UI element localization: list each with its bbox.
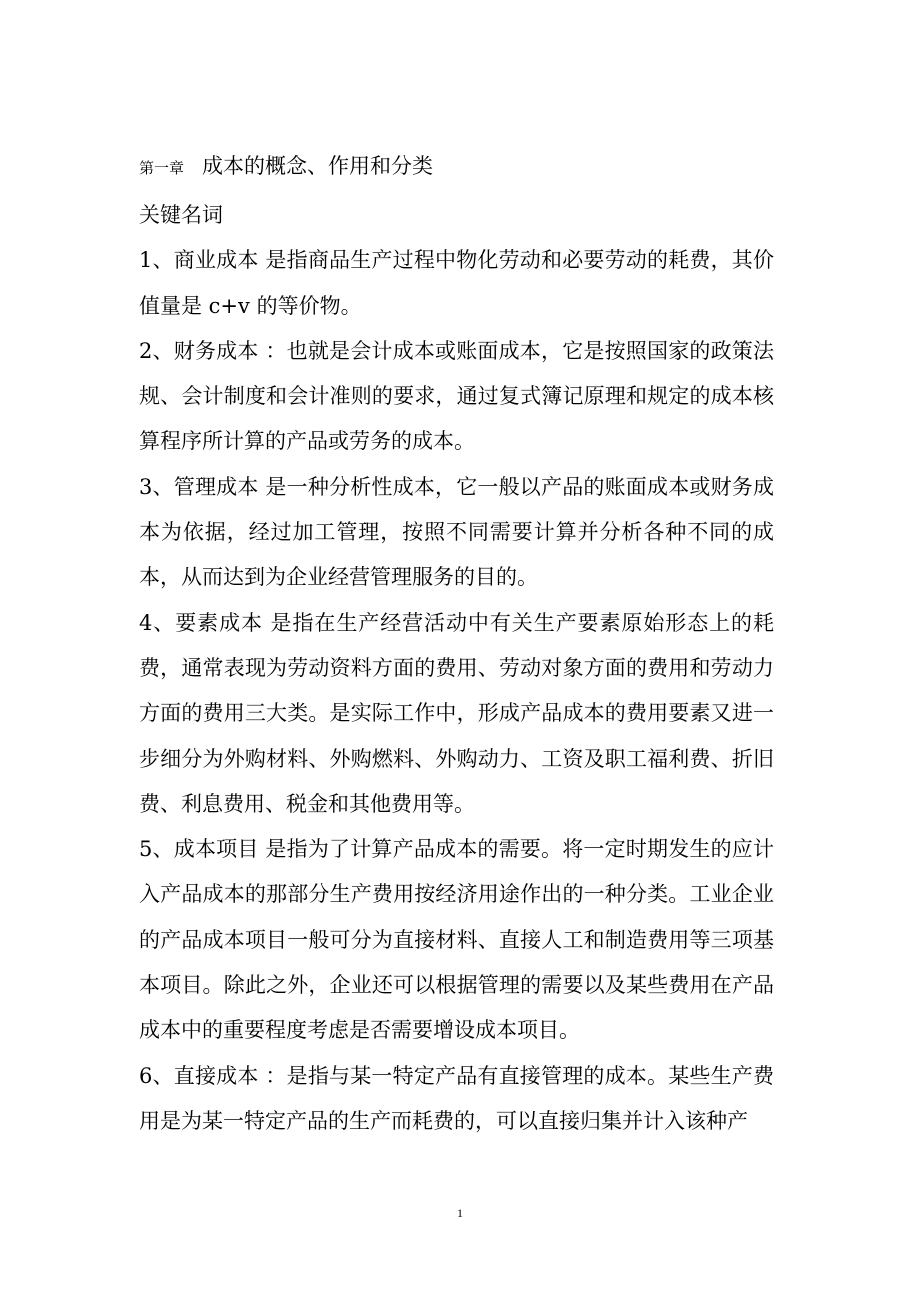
chapter-title: 成本的概念、作用和分类 bbox=[202, 154, 434, 178]
paragraph: 2、财务成本 ：也就是会计成本或账面成本，它是按照国家的政策法规、会计制度和会计准则的要求，通过复式簿记原理和规定的成本核算程序所计算的产品或劳务的成本。 bbox=[139, 338, 774, 454]
section-heading: 关键名词 bbox=[139, 203, 223, 227]
paragraph: 4、要素成本 是指在生产经营活动中有关生产要素原始形态上的耗费，通常表现为劳动资料方面的费用、劳动对象方面的费用和劳动力方面的费用三大类。是实际工作中，形成产品成本的费用要素又进一步细分为外购材料、外购燃料、外购动力、工资及职工福利费、折旧费、利息费用、税金和其他费用等。 bbox=[139, 610, 774, 816]
paragraph: 3、管理成本 是一种分析性成本，它一般以产品的账面成本或财务成本为依据，经过加工管理，按照不同需要计算并分析各种不同的成本，从而达到为企业经营管理服务的目的。 bbox=[139, 474, 774, 590]
page-number: 1 bbox=[457, 1206, 463, 1220]
paragraph: 6、直接成本 ：是指与某一特定产品有直接管理的成本。某些生产费用是为某一特定产品的生产而耗费的，可以直接归集并计入该种产 bbox=[139, 1063, 774, 1133]
body-text bbox=[139, 193, 774, 1144]
chapter-label: 第一章 bbox=[139, 159, 185, 177]
paragraph: 1、商业成本 是指商品生产过程中物化劳动和必要劳动的耗费，其价值量是 c+v 的等价物。 bbox=[139, 248, 774, 318]
chapter-heading bbox=[139, 150, 779, 180]
paragraph: 5、成本项目 是指为了计算产品成本的需要。将一定时期发生的应计入产品成本的那部分生产费用按经济用途作出的一种分类。工业企业的产品成本项目一般可分为直接材料、直接人工和制造费用等三项基本项目。除此之外，企业还可以根据管理的需要以及某些费用在产品成本中的重要程度考虑是否需要增设成本项目。 bbox=[139, 837, 774, 1043]
